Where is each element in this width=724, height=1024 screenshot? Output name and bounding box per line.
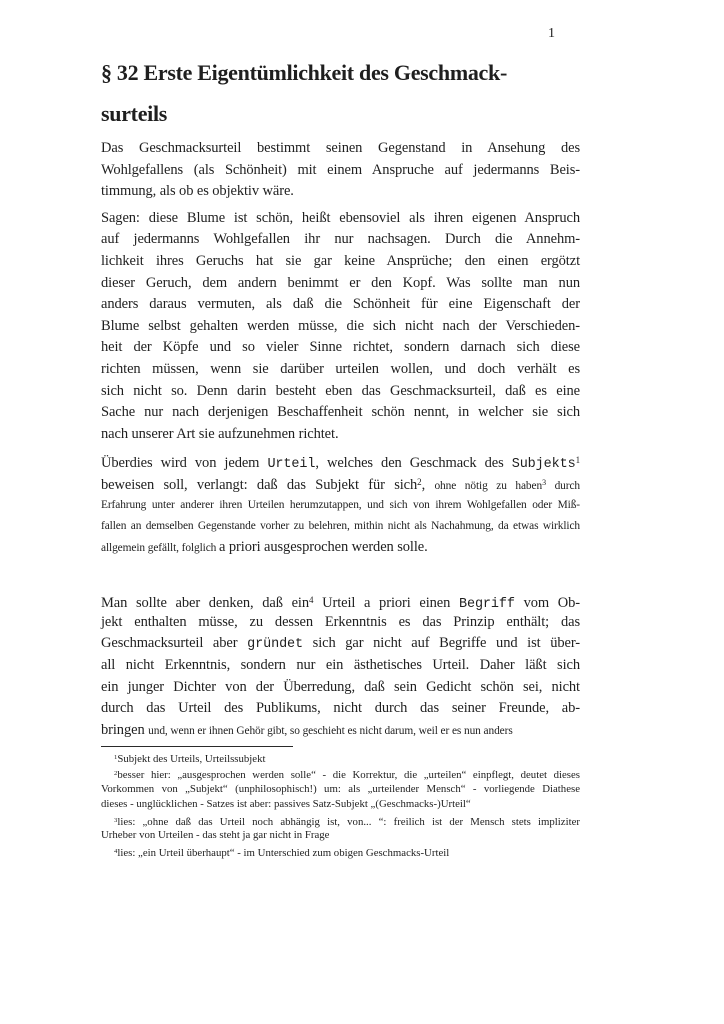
text-line xyxy=(101,720,580,742)
text-line xyxy=(101,766,580,782)
paragraph xyxy=(101,208,580,446)
text-segment: gründet xyxy=(247,637,304,653)
text-segment: anders daraus vermuten, als daß die Schönheit für eine Eigenschaft der xyxy=(101,296,580,313)
footnote-marker: 2 xyxy=(417,476,422,487)
text-line xyxy=(101,208,580,230)
body-text xyxy=(101,138,580,860)
text-line xyxy=(101,450,580,472)
text-line xyxy=(101,181,580,203)
text-line xyxy=(101,316,580,338)
text-line xyxy=(101,424,580,446)
text-segment: Sagen: diese Blume ist schön, heißt ebensoviel als ihren eigenen Anspruch xyxy=(101,209,580,226)
footnote-marker: 1 xyxy=(114,754,118,762)
text-line xyxy=(101,655,580,677)
paragraph xyxy=(101,138,580,203)
text-segment: , welches den Geschmack des xyxy=(315,455,512,472)
text-segment: a priori ausgesprochen werden solle. xyxy=(219,538,428,555)
text-segment: Urteil a priori einen xyxy=(313,595,459,612)
text-line xyxy=(101,828,580,844)
text-segment: Blume selbst gehalten werden müsse, die sich nicht nach der Verschieden- xyxy=(101,317,580,334)
text-segment: Sache nur nach derjenigen Beschaffenheit schön nennt, in welcher sie sich xyxy=(101,404,580,421)
text-line xyxy=(101,472,580,494)
text-segment: Begriff xyxy=(458,597,515,613)
text-segment: besser hier: „ausgesprochen werden solle“ - die Korrektur, die „urteilen“ einpflegt, deutet dieses xyxy=(117,769,580,782)
text-line xyxy=(101,698,580,720)
text-segment: fallen an demselben Gegenstande vorher zu belehren, mithin nicht als Nachahmung, da etwas wirklich xyxy=(101,520,580,533)
footnote-marker: 4 xyxy=(114,848,118,855)
text-line xyxy=(101,229,580,251)
footnote xyxy=(101,813,580,844)
text-line xyxy=(101,273,580,295)
text-segment: Vorkommen von „Subjekt“ (unphilosophisch!) um: als „urteilender Mensch“ - vorliegende Diathese xyxy=(101,782,580,795)
text-segment: sich nicht so. Denn darin besteht eben das Geschmacksurteil, daß es eine xyxy=(101,382,580,399)
text-segment: richten müssen, wenn sie darüber urteilen wollen, und doch verhält es xyxy=(101,360,580,377)
text-line xyxy=(101,251,580,273)
text-segment: nach unserer Art sie aufzunehmen richtet. xyxy=(101,425,339,442)
text-segment: all nicht Erkenntnis, sondern nur ein ästhetisches Urteil. Daher läßt sich xyxy=(101,657,580,674)
paragraph xyxy=(101,590,580,741)
text-segment: Subjekts xyxy=(511,457,576,473)
text-line xyxy=(101,633,580,655)
section-title xyxy=(101,52,621,134)
text-line xyxy=(101,294,580,316)
text-segment: timmung, als ob es objektiv wäre. xyxy=(101,183,294,200)
footnote xyxy=(101,844,580,860)
footnote xyxy=(101,766,580,813)
text-line xyxy=(101,750,580,766)
text-segment: Subjekt des Urteils, Urteilssubjekt xyxy=(117,753,266,766)
paragraphs-container xyxy=(101,138,580,741)
text-segment: Das Geschmacksurteil bestimmt seinen Gegenstand in Ansehung des xyxy=(101,140,580,156)
footnotes-container xyxy=(101,750,580,859)
section-title-line-1: § 32 Erste Eigentümlichkeit des Geschmack- xyxy=(101,60,507,85)
text-line xyxy=(101,537,580,559)
paragraph xyxy=(101,450,580,558)
section-title-line-2: surteils xyxy=(101,101,168,126)
text-line xyxy=(101,138,580,160)
text-line xyxy=(101,402,580,424)
text-segment: durch das Urteil des Publikums, nicht durch das seiner Freunde, ab- xyxy=(101,700,580,717)
text-segment: Geschmacksurteil aber xyxy=(101,635,248,652)
text-line xyxy=(101,612,580,634)
text-segment: dieses - unglücklichen - Satzes ist aber: passives Satz-Subjekt „(Geschmacks-)Urteil“ xyxy=(101,798,471,811)
text-line xyxy=(101,797,580,813)
text-segment: ein junger Dichter von der Überredung, daß sein Gedicht schön sei, nicht xyxy=(101,678,580,695)
text-line xyxy=(101,515,580,537)
text-segment: jekt enthalten müsse, zu dessen Erkenntnis es das Prinzip enthält; das xyxy=(101,613,580,630)
text-segment: durch xyxy=(546,479,581,492)
footnote xyxy=(101,750,580,766)
text-segment: Überdies wird von jedem xyxy=(101,455,268,472)
text-segment: dieser Geruch, dem andern benimmt er den Kopf. Was sollte man nun xyxy=(101,274,580,291)
text-line xyxy=(101,494,580,516)
text-segment: auf jedermanns Wohlgefallen ihr nur nachsagen. Durch die Annehm- xyxy=(101,231,580,248)
text-segment: lichkeit ihres Geruchs hat sie gar keine Ansprüche; den einen ergötzt xyxy=(101,252,580,269)
text-segment: Man sollte aber denken, daß ein xyxy=(101,595,309,612)
footnote-marker: 2 xyxy=(114,770,118,778)
text-line xyxy=(101,590,580,612)
text-segment: ohne nötig zu haben xyxy=(434,479,543,492)
text-segment: Urheber von Urteilen - das steht ja gar nicht in Frage xyxy=(101,829,330,842)
text-segment: , xyxy=(421,476,435,493)
text-line xyxy=(101,782,580,798)
text-segment: beweisen soll, verlangt: daß das Subjekt für sich xyxy=(101,476,418,493)
text-segment: und, wenn er ihnen Gehör gibt, so geschieht es nicht darum, weil er es nun anders xyxy=(148,724,513,737)
text-line xyxy=(101,337,580,359)
text-segment: bringen xyxy=(101,721,149,738)
footnote-marker: 3 xyxy=(542,477,546,487)
footnote-marker: 1 xyxy=(575,455,580,466)
text-line xyxy=(101,813,580,829)
text-line xyxy=(101,381,580,403)
footnote-marker: 3 xyxy=(114,816,118,824)
text-segment: vom Ob- xyxy=(514,595,581,612)
text-line xyxy=(101,844,580,860)
text-segment: Erfahrung unter anderer ihren Urteilen herumzutappen, und sich von ihrem Wohlgefallen oder Miß- xyxy=(101,498,580,511)
text-line xyxy=(101,677,580,699)
text-line xyxy=(101,160,580,182)
footnote-rule xyxy=(101,746,293,747)
page-number: 1 xyxy=(548,26,555,41)
text-segment: sich gar nicht auf Begriffe und ist über- xyxy=(303,635,580,652)
text-segment: heit der Köpfe und so vieler Sinne richtet, sondern darnach sich diese xyxy=(101,339,580,356)
text-segment: Urteil xyxy=(267,457,316,473)
text-line xyxy=(101,359,580,381)
text-segment: lies: „ein Urteil überhaupt“ - im Unterschied zum obigen Geschmacks-Urteil xyxy=(117,847,450,859)
text-segment: Wohlgefallens (als Schönheit) mit einem Anspruche auf jedermanns Beis- xyxy=(101,161,580,178)
text-segment: lies: „ohne daß das Urteil noch abhängig ist, von... “: freilich ist der Mensch stets impliziter xyxy=(117,815,580,828)
footnote-marker: 4 xyxy=(309,595,314,606)
text-segment: allgemein gefällt, folglich xyxy=(101,541,220,554)
